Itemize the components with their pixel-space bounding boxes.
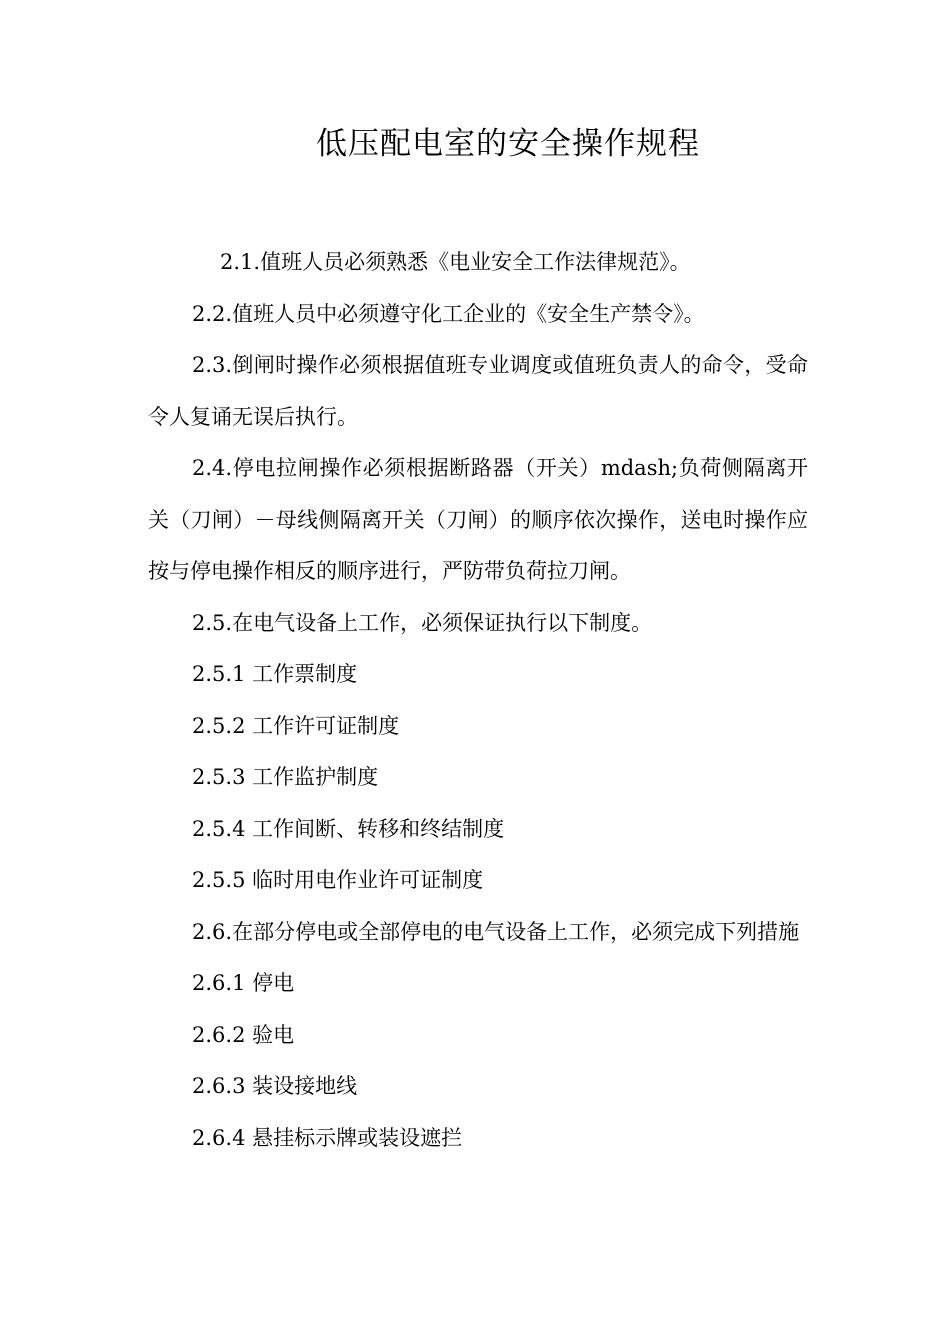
paragraph-2-5-4: 2.5.4 工作间断、转移和终结制度	[192, 816, 505, 841]
paragraph-2-5-5: 2.5.5 临时用电作业许可证制度	[192, 868, 484, 892]
paragraph-2-1: 2.1.值班人员必须熟悉《电业安全工作法律规范》。	[220, 250, 691, 274]
paragraph-2-6-3: 2.6.3 装设接地线	[192, 1074, 358, 1098]
paragraph-2-5-2: 2.5.2 工作许可证制度	[192, 713, 400, 738]
paragraph-2-6: 2.6.在部分停电或全部停电的电气设备上工作，必须完成下列措施	[192, 919, 800, 944]
document-body	[148, 237, 808, 1164]
paragraph-2-6-4: 2.6.4 悬挂标示牌或装设遮拦	[192, 1125, 463, 1150]
paragraph-2-4: 2.4.停电拉闸操作必须根据断路器（开关）mdash;负荷侧隔离开关（刀闸）－母线侧隔离开关（刀闸）的顺序依次操作，送电时操作应按与停电操作相反的顺序进行，严防带负荷拉刀闸。	[148, 456, 808, 583]
paragraph-2-6-1: 2.6.1 停电	[192, 971, 295, 995]
document-title: 低压配电室的安全操作规程	[316, 126, 700, 162]
paragraph-2-5: 2.5.在电气设备上工作，必须保证执行以下制度。	[192, 610, 653, 635]
paragraph-2-3: 2.3.倒闸时操作必须根据值班专业调度或值班负责人的命令，受命令人复诵无误后执行。	[148, 353, 808, 429]
paragraph-2-6-2: 2.6.2 验电	[192, 1022, 295, 1047]
paragraph-2-2: 2.2.值班人员中必须遵守化工企业的《安全生产禁令》。	[192, 301, 705, 326]
paragraph-2-5-1: 2.5.1 工作票制度	[192, 662, 358, 686]
paragraph-2-5-3: 2.5.3 工作监护制度	[192, 765, 379, 789]
